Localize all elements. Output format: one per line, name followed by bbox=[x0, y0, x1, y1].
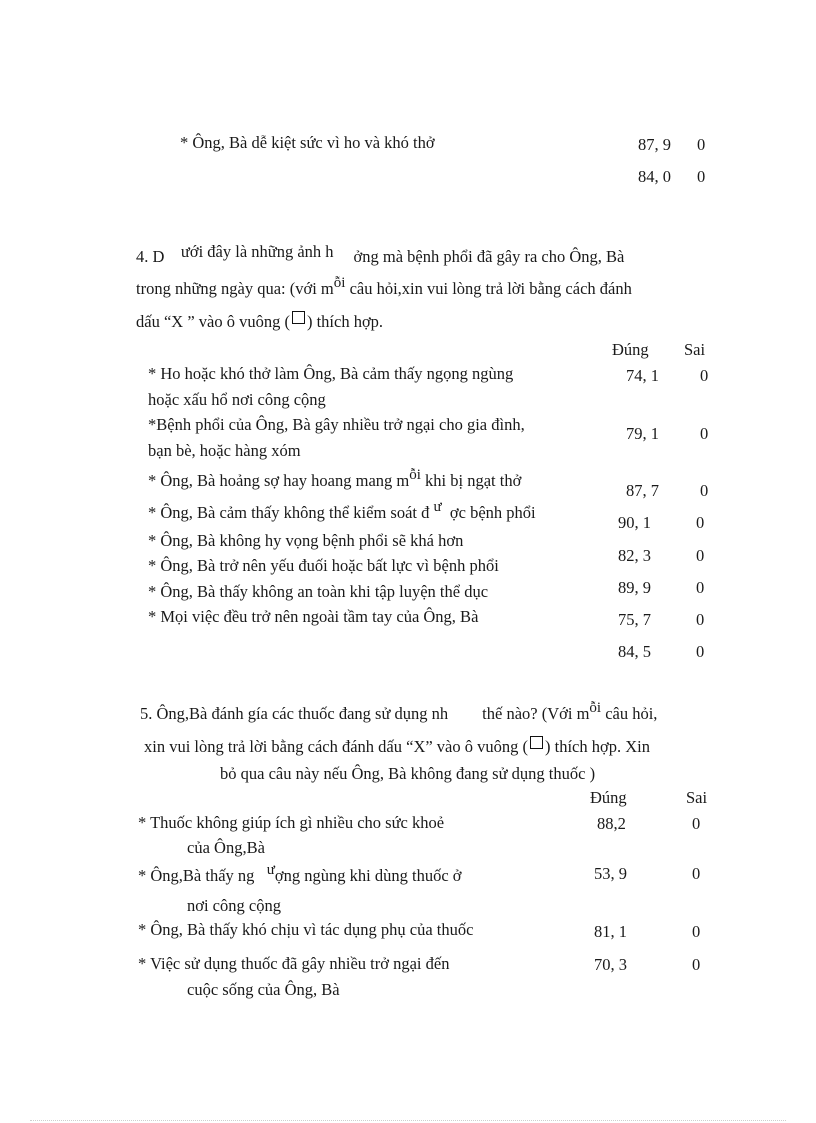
s4-item-2-line2: bạn bè, hoặc hàng xóm bbox=[148, 441, 301, 460]
s5-item-1-no: 0 bbox=[692, 814, 701, 833]
s4-col-no: Sai bbox=[684, 340, 706, 359]
s4-heading-line3: dấu “X ” vào ô vuông ( ) thích hợp. bbox=[136, 312, 384, 331]
s4-item-5-no: 0 bbox=[696, 546, 705, 565]
s3-total-yes: 84, 0 bbox=[638, 167, 671, 186]
s5-heading-line1: 5. Ông,Bà đánh gía các thuốc đang sử dụng nh thế nào? (Với mỗi câu hỏi, bbox=[140, 700, 658, 723]
s5-item-2-line2: nơi công cộng bbox=[187, 896, 281, 915]
s4-item-6-yes: 89, 9 bbox=[618, 578, 651, 597]
s4-item-5: * Ông, Bà không hy vọng bệnh phổi sẽ khá hơn bbox=[148, 531, 464, 550]
s4-item-8: * Mọi việc đều trở nên ngoài tầm tay của Ông, Bà bbox=[148, 607, 479, 626]
s4-item-1-yes: 74, 1 bbox=[626, 366, 659, 385]
s3-item-text: * Ông, Bà dễ kiệt sức vì ho và khó thở bbox=[180, 133, 435, 152]
s4-item-1-line2: hoặc xấu hổ nơi công cộng bbox=[148, 390, 326, 409]
s4-item-3: * Ông, Bà hoảng sợ hay hoang mang mỗi khi bị ngạt thở bbox=[148, 467, 522, 490]
s5-item-4-line2: cuộc sống của Ông, Bà bbox=[187, 980, 340, 999]
s4-item-6-no: 0 bbox=[696, 578, 705, 597]
s4-item-7-yes: 75, 7 bbox=[618, 610, 651, 629]
s4-item-8-yes: 84, 5 bbox=[618, 642, 651, 661]
s5-item-1-line2: của Ông,Bà bbox=[187, 838, 265, 857]
s5-item-4-yes: 70, 3 bbox=[594, 955, 627, 974]
s4-item-7: * Ông, Bà thấy không an toàn khi tập luyện thể dục bbox=[148, 582, 489, 601]
page-bottom-divider bbox=[30, 1120, 786, 1121]
s5-item-4-no: 0 bbox=[692, 955, 701, 974]
s4-item-3-yes: 87, 7 bbox=[626, 481, 659, 500]
s5-heading-line2: xin vui lòng trả lời bằng cách đánh dấu “X” vào ô vuông ( ) thích hợp. Xin bbox=[144, 737, 650, 756]
s5-item-1-yes: 88,2 bbox=[597, 814, 626, 833]
s3-item-yes: 87, 9 bbox=[638, 135, 671, 154]
s4-item-2-yes: 79, 1 bbox=[626, 424, 659, 443]
s5-heading-line3: bỏ qua câu này nếu Ông, Bà không đang sử dụng thuốc ) bbox=[220, 764, 596, 783]
s4-item-2-no: 0 bbox=[700, 424, 709, 443]
s4-item-1-no: 0 bbox=[700, 366, 709, 385]
s4-col-yes: Đúng bbox=[612, 340, 649, 359]
s5-item-3-no: 0 bbox=[692, 922, 701, 941]
s5-item-3-yes: 81, 1 bbox=[594, 922, 627, 941]
checkbox-icon bbox=[292, 311, 305, 324]
s5-item-2-yes: 53, 9 bbox=[594, 864, 627, 883]
s4-item-2-line1: *Bệnh phổi của Ông, Bà gây nhiều trở ngại cho gia đình, bbox=[148, 415, 525, 434]
s3-item-no: 0 bbox=[697, 135, 706, 154]
s4-item-4-no: 0 bbox=[696, 513, 705, 532]
s4-item-8-no: 0 bbox=[696, 642, 705, 661]
s5-item-4-line1: * Việc sử dụng thuốc đã gây nhiều trở ngại đến bbox=[138, 954, 450, 973]
s5-col-yes: Đúng bbox=[590, 788, 627, 807]
checkbox-icon bbox=[530, 736, 543, 749]
s4-item-1-line1: * Ho hoặc khó thở làm Ông, Bà cảm thấy ngọng ngùng bbox=[148, 364, 514, 383]
s4-item-4-yes: 90, 1 bbox=[618, 513, 651, 532]
s4-heading-line2: trong những ngày qua: (với mỗi câu hỏi,xin vui lòng trả lời bằng cách đánh bbox=[136, 275, 632, 298]
s4-item-7-no: 0 bbox=[696, 610, 705, 629]
s4-heading-line1: 4. D ưới đây là những ảnh h ởng mà bệnh phổi đã gây ra cho Ông, Bà bbox=[136, 242, 625, 266]
s5-item-2-line1: * Ông,Bà thấy ng ượng ngùng khi dùng thuốc ở bbox=[138, 862, 462, 885]
s5-item-3: * Ông, Bà thấy khó chịu vì tác dụng phụ của thuốc bbox=[138, 920, 474, 939]
s5-item-2-no: 0 bbox=[692, 864, 701, 883]
s5-col-no: Sai bbox=[686, 788, 708, 807]
s3-total-no: 0 bbox=[697, 167, 706, 186]
s4-item-4: * Ông, Bà cảm thấy không thể kiểm soát đ ư ợc bệnh phổi bbox=[148, 499, 536, 522]
s5-item-1-line1: * Thuốc không giúp ích gì nhiều cho sức khoẻ bbox=[138, 813, 445, 832]
s4-item-5-yes: 82, 3 bbox=[618, 546, 651, 565]
s4-item-6: * Ông, Bà trở nên yếu đuối hoặc bất lực vì bệnh phổi bbox=[148, 556, 499, 575]
s4-item-3-no: 0 bbox=[700, 481, 709, 500]
